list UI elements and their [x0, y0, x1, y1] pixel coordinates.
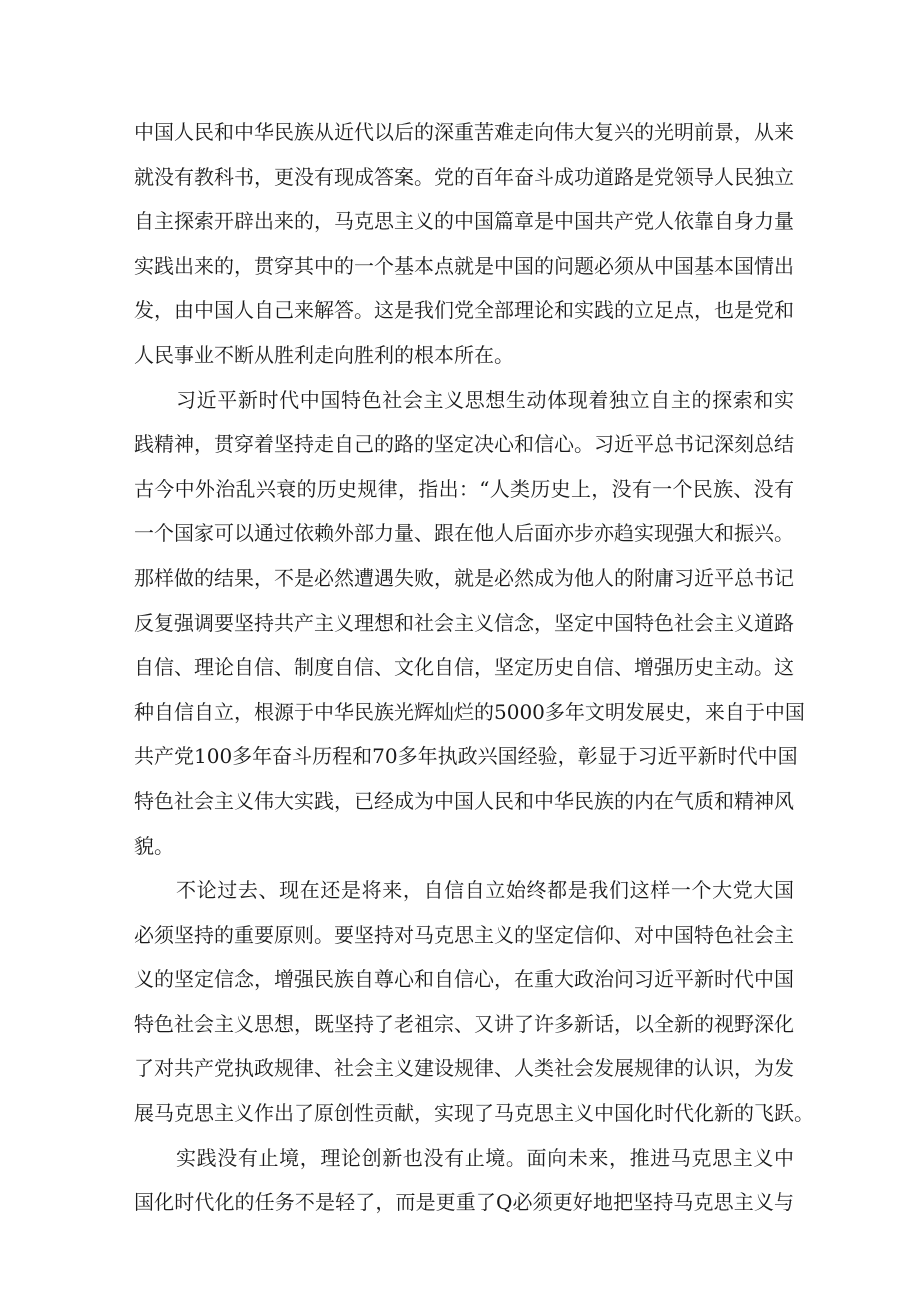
paragraph [134, 378, 805, 869]
text-line: 展马克思主义作出了原创性贡献，实现了马克思主义中国化时代化新的飞跃。 [134, 1101, 814, 1126]
text-line: 貌。 [134, 833, 174, 858]
text-line: 种自信自立，根源于中华民族光辉灿烂的5000多年文明发展史，来自于中国 [134, 699, 805, 724]
text-line: 反复强调要坚持共产主义理想和社会主义信念，坚定中国特色社会主义道路 [134, 610, 794, 635]
text-line: 发，由中国人自己来解答。这是我们党全部理论和实践的立足点，也是党和 [134, 298, 794, 323]
paragraph [134, 1136, 794, 1225]
text-line: 国化时代化的任务不是轻了，而是更重了Q必须更好地把坚持马克思主义与 [134, 1190, 794, 1215]
text-line: 践精神，贯穿着坚持走自己的路的坚定决心和信心。习近平总书记深刻总结 [134, 432, 794, 457]
text-line: 特色社会主义伟大实践，已经成为中国人民和中华民族的内在气质和精神风 [134, 788, 794, 813]
document-body [134, 110, 814, 1225]
text-line: 中国人民和中华民族从近代以后的深重苦难走向伟大复兴的光明前景，从来 [134, 120, 794, 144]
text-line: 人民事业不断从胜利走向胜利的根本所在。 [134, 342, 514, 367]
text-line: 义的坚定信念，增强民族自尊心和自信心，在重大政治问习近平新时代中国 [134, 967, 794, 992]
text-line: 了对共产党执政规律、社会主义建设规律、人类社会发展规律的认识，为发 [134, 1056, 794, 1081]
text-line: 不论过去、现在还是将来，自信自立始终都是我们这样一个大党大国 [176, 878, 794, 903]
text-line: 自主探索开辟出来的，马克思主义的中国篇章是中国共产党人依靠自身力量 [134, 209, 794, 234]
text-line: 一个国家可以通过依赖外部力量、跟在他人后面亦步亦趋实现强大和振兴。 [134, 521, 794, 546]
text-line: 自信、理论自信、制度自信、文化自信，坚定历史自信、增强历史主动。这 [134, 655, 794, 680]
text-line: 那样做的结果，不是必然遭遇失败，就是必然成为他人的附庸习近平总书记 [134, 565, 794, 590]
text-line: 必须坚持的重要原则。要坚持对马克思主义的坚定信仰、对中国特色社会主 [134, 922, 794, 947]
paragraph [134, 868, 814, 1136]
text-line: 实践出来的，贯穿其中的一个基本点就是中国的问题必须从中国基本国情出 [134, 253, 794, 278]
text-line: 实践没有止境，理论创新也没有止境。面向未来，推进马克思主义中 [176, 1145, 794, 1170]
text-line: 共产党100多年奋斗历程和70多年执政兴国经验，彰显于习近平新时代中国 [134, 744, 798, 769]
paragraph [134, 110, 794, 378]
text-line: 特色社会主义思想，既坚持了老祖宗、又讲了许多新话，以全新的视野深化 [134, 1011, 794, 1036]
text-line: 就没有教科书，更没有现成答案。党的百年奋斗成功道路是党领导人民独立 [134, 164, 794, 189]
text-line: 习近平新时代中国特色社会主义思想生动体现着独立自主的探索和实 [176, 387, 794, 412]
text-line: 古今中外治乱兴衰的历史规律，指出：“人类历史上，没有一个民族、没有 [134, 476, 794, 501]
